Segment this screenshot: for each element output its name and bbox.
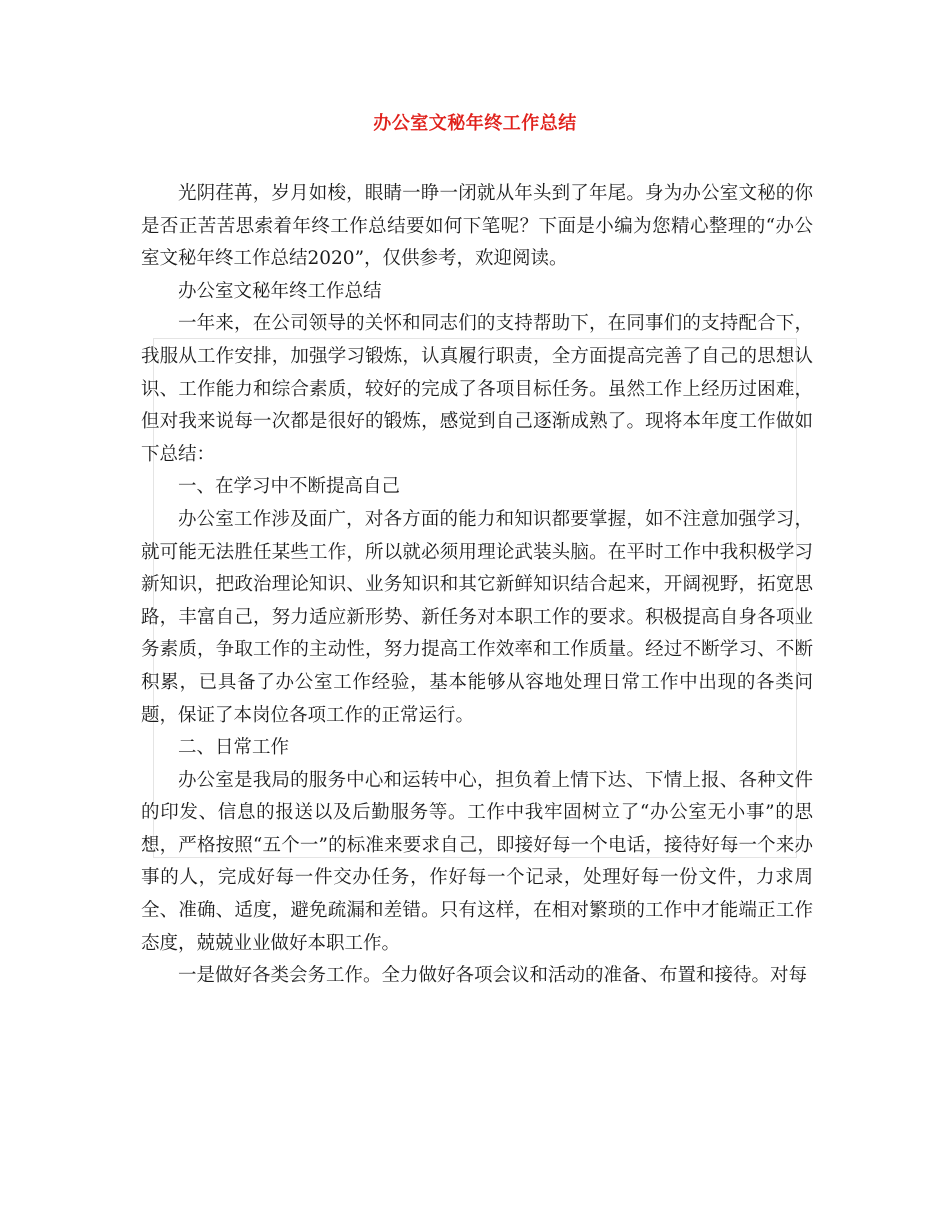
document-title: 办公室文秘年终工作总结: [373, 113, 577, 134]
section-2-paragraph: 办公室是我局的服务中心和运转中心，担负着上情下达、下情上报、各种文件的印发、信息的报送以及后勤服务等。工作中我牢固树立了“办公室无小事”的思想，严格按照“五个一”的标准来要求自己，即接好每一个电话，接待好每一个来办事的人，完成好每一件交办任务，作好每一个记录，处理好每一份文件，力求周全、准确、适度，避免疏漏和差错。只有这样，在相对繁琐的工作中才能端正工作态度，兢兢业业做好本职工作。: [141, 769, 813, 954]
opening-paragraph: 一年来，在公司领导的关怀和同志们的支持帮助下，在同事们的支持配合下，我服从工作安排，加强学习锻炼，认真履行职责，全方面提高完善了自己的思想认识、工作能力和综合素质，较好的完成了各项目标任务。虽然工作上经历过困难，但对我来说每一次都是很好的锻炼，感觉到自己逐渐成熟了。现将本年度工作做如下总结：: [141, 313, 813, 465]
section-heading-1: 一、在学习中不断提高自己: [178, 476, 401, 498]
section-2-item-1-paragraph: 一是做好各类会务工作。全力做好各项会议和活动的准备、布置和接待。对每: [178, 965, 808, 987]
section-1-paragraph: 办公室工作涉及面广，对各方面的能力和知识都要掌握，如不注意加强学习，就可能无法胜任某些工作，所以就必须用理论武装头脑。在平时工作中我积极学习新知识，把政治理论知识、业务知识和其它新鲜知识结合起来，开阔视野，拓宽思路，丰富自己，努力适应新形势、新任务对本职工作的要求。积极提高自身各项业务素质，争取工作的主动性，努力提高工作效率和工作质量。经过不断学习、不断积累，已具备了办公室工作经验，基本能够从容地处理日常工作中出现的各类问题，保证了本岗位各项工作的正常运行。: [141, 508, 813, 726]
subtitle-paragraph: 办公室文秘年终工作总结: [178, 280, 382, 302]
document-body: [141, 178, 813, 993]
section-heading-2: 二、日常工作: [178, 737, 290, 759]
intro-paragraph: 光阴荏苒，岁月如梭，眼睛一睁一闭就从年头到了年尾。身为办公室文秘的你是否正苦苦思索着年终工作总结要如何下笔呢？下面是小编为您精心整理的“办公室文秘年终工作总结2020”，仅供参考，欢迎阅读。: [141, 183, 813, 270]
